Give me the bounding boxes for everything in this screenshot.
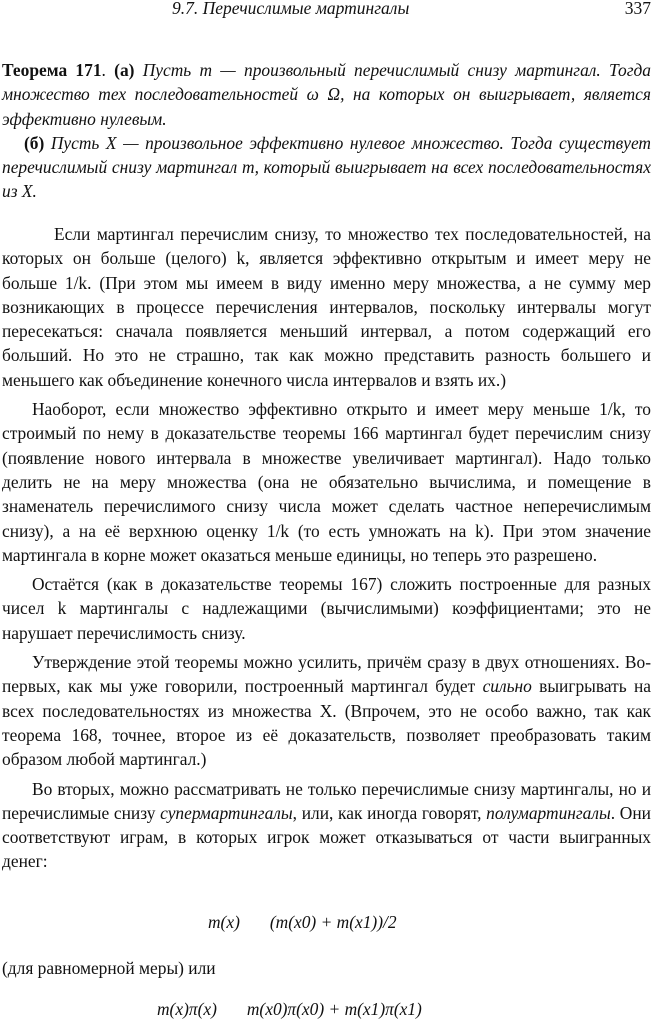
theorem-part-b (2, 131, 651, 204)
page-number: 337 (624, 0, 651, 18)
paragraph-4-emphasis: сильно (482, 676, 532, 697)
paragraph-4 (2, 650, 651, 771)
display-formula-2 (157, 999, 422, 1020)
paragraph-5 (2, 777, 651, 874)
theorem-label-dot: . (101, 60, 106, 80)
formula-1-right: (m(x0) + m(x1))/2 (269, 912, 397, 932)
part-a-text: Пусть m — произвольный перечислимый снизу мартингал. Тогда множество тех последовательностей ω Ω, на которых он выигрывает, является эффективно нулевым. (2, 60, 651, 129)
paragraph-4-part-a: Утверждение этой теоремы можно усилить, причём сразу в двух отношениях. Во-первых, как мы уже говорили, построенный мартингал будет (2, 652, 651, 697)
part-b-label: (б) (24, 132, 45, 153)
part-b-text: Пусть X — произвольное эффективно нулевое множество. Тогда существует перечислимый снизу мартингал m, который выигрывает на всех последовательностях из X. (2, 132, 651, 202)
paragraph-5-part-c: . Они соответствуют играм, в которых игрок может отказываться от части выигранных денег: (2, 802, 651, 872)
theorem-label: Теорема 171 (2, 60, 102, 80)
display-formula-1 (208, 912, 397, 933)
theorem-part-a (2, 58, 651, 131)
theorem-block (2, 58, 651, 204)
paragraph-4-part-b: выигрывать на всех последовательностях из множества X. (Впрочем, это не особо важно, так как теорема 168, точнее, второе из её доказательств, позволяет преобразовать таким образом любой мартингал.) (2, 676, 651, 770)
formula-intro-text: (для равномерной меры) или (2, 958, 216, 978)
formula-1-left: m(x) (208, 912, 240, 932)
paragraph-5-emphasis-2: полумартингалы (486, 802, 611, 823)
paragraph-2: Наоборот, если множество эффективно открыто и имеет меру меньше 1/k, то строимый по нему в доказательстве теоремы 166 мартингал будет перечислим снизу (появление нового интервала в множестве увеличивает мартингал). Надо только делить не на меру множества (она не обязательно вычислима, и помещение в знаменатель перечислимого снизу числа может сделать частное неперечислимым снизу), а на её верхнюю оценку 1/k (то есть умножать на k). При этом значение мартингала в корне может оказаться меньше единицы, но теперь это разрешено. (2, 399, 651, 565)
paragraph-5-emphasis-1: супермартингалы (160, 802, 293, 823)
proof-text (2, 222, 651, 879)
running-header (2, 0, 651, 22)
paragraph-5-part-a: Во вторых, можно рассматривать не только перечислимые снизу мартингалы, но и перечислимые снизу (2, 778, 651, 823)
paragraph-3: Остаётся (как в доказательстве теоремы 167) сложить построенные для разных чисел k мартингалы с надлежащими (вычислимыми) коэффициентами; это не нарушает перечислимость снизу. (2, 574, 651, 643)
section-title: 9.7. Перечислимые мартингалы (172, 0, 410, 18)
paragraph-1: Если мартингал перечислим снизу, то множество тех последовательностей, на которых он больше (целого) k, является эффективно открытым и имеет меру не больше 1/k. (При этом мы имеем в виду именно меру множества, а не сумму мер возникающих в процессе перечисления интервалов, поскольку интервалы могут пересекаться: сначала появляется меньший интервал, а потом содержащий его больший. Но это не страшно, так как можно представить разность большего и меньшего как объединение конечного числа интервалов и взять их.) (2, 224, 651, 390)
formula-2-left: m(x)π(x) (157, 999, 217, 1019)
paragraph-5-part-b: , или, как иногда говорят, (292, 802, 482, 823)
formula-2-right: m(x0)π(x0) + m(x1)π(x1) (246, 999, 422, 1019)
part-a-label: (а) (114, 60, 135, 80)
